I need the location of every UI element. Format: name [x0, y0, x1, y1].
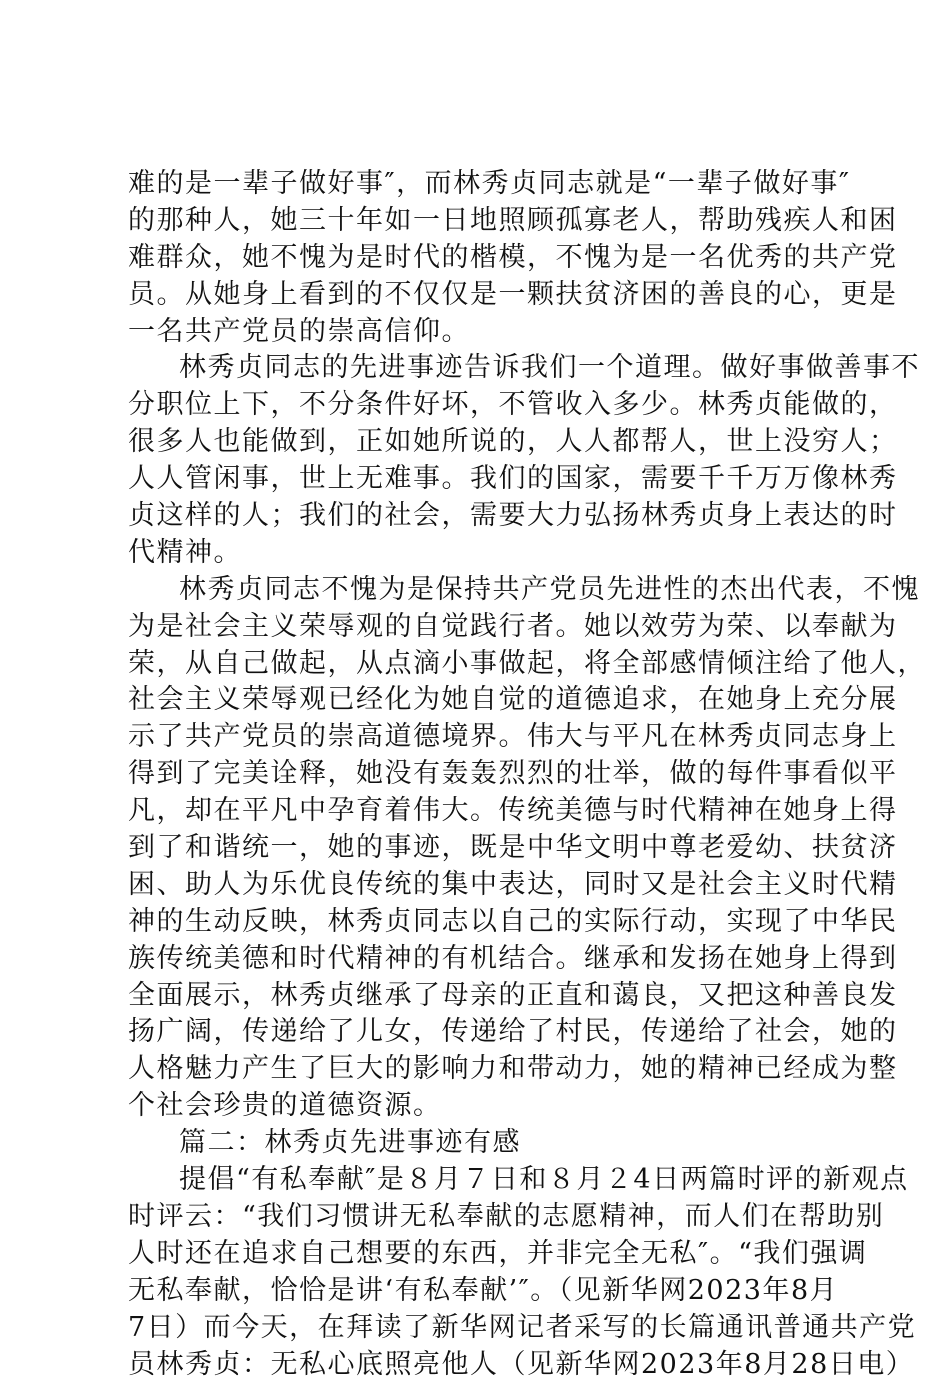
text-line: 员。从她身上看到的不仅仅是一颗扶贫济困的善良的心，更是: [128, 277, 828, 314]
text-line: 人人管闲事，世上无难事。我们的国家，需要千千万万像林秀: [128, 461, 828, 498]
body-text: [128, 166, 828, 1383]
text-line: 扬广阔，传递给了儿女，传递给了村民，传递给了社会，她的: [128, 1014, 828, 1051]
paragraph-first-line: 提倡“有私奉献″是８月７日和８月２4日两篇时评的新观点: [128, 1162, 828, 1199]
text-line: 难的是一辈子做好事″，而林秀贞同志就是“一辈子做好事″: [128, 166, 828, 203]
text-line: 7日）而今天，在拜读了新华网记者采写的长篇通讯普通共产党: [128, 1310, 828, 1347]
text-line: 全面展示，林秀贞继承了母亲的正直和蔼良，又把这种善良发: [128, 978, 828, 1015]
paragraph-end-line: 代精神。: [128, 535, 828, 572]
text-line: 族传统美德和时代精神的有机结合。继承和发扬在她身上得到: [128, 941, 828, 978]
text-line: 凡，却在平凡中孕育着伟大。传统美德与时代精神在她身上得: [128, 793, 828, 830]
text-line: 分职位上下，不分条件好坏，不管收入多少。林秀贞能做的，: [128, 387, 828, 424]
section-heading: 篇二：林秀贞先进事迹有感: [128, 1125, 828, 1162]
text-line: 示了共产党员的崇高道德境界。伟大与平凡在林秀贞同志身上: [128, 719, 828, 756]
text-line: 的那种人，她三十年如一日地照顾孤寡老人，帮助残疾人和困: [128, 203, 828, 240]
text-line: 贞这样的人；我们的社会，需要大力弘扬林秀贞身上表达的时: [128, 498, 828, 535]
text-line: 人时还在追求自己想要的东西，并非完全无私″。“我们强调: [128, 1236, 828, 1273]
paragraph-first-line: 林秀贞同志的先进事迹告诉我们一个道理。做好事做善事不: [128, 350, 828, 387]
text-line: 为是社会主义荣辱观的自觉践行者。她以效劳为荣、以奉献为: [128, 609, 828, 646]
text-line: 神的生动反映，林秀贞同志以自己的实际行动，实现了中华民: [128, 904, 828, 941]
paragraph-first-line: 林秀贞同志不愧为是保持共产党员先进性的杰出代表，不愧: [128, 572, 828, 609]
text-line: 员林秀贞：无私心底照亮他人（见新华网2023年8月28日电）: [128, 1347, 828, 1383]
text-line: 到了和谐统一，她的事迹，既是中华文明中尊老爱幼、扶贫济: [128, 830, 828, 867]
paragraph-end-line: 个社会珍贵的道德资源。: [128, 1088, 828, 1125]
paragraph-end-line: 一名共产党员的崇高信仰。: [128, 314, 828, 351]
text-line: 社会主义荣辱观已经化为她自觉的道德追求，在她身上充分展: [128, 682, 828, 719]
text-line: 很多人也能做到，正如她所说的，人人都帮人，世上没穷人；: [128, 424, 828, 461]
text-line: 得到了完美诠释，她没有轰轰烈烈的壮举，做的每件事看似平: [128, 756, 828, 793]
text-line: 时评云：“我们习惯讲无私奉献的志愿精神，而人们在帮助别: [128, 1199, 828, 1236]
text-line: 人格魅力产生了巨大的影响力和带动力，她的精神已经成为整: [128, 1051, 828, 1088]
text-line: 无私奉献，恰恰是讲‘有私奉献’″。（见新华网2023年8月: [128, 1273, 828, 1310]
text-line: 难群众，她不愧为是时代的楷模，不愧为是一名优秀的共产党: [128, 240, 828, 277]
text-line: 荣，从自己做起，从点滴小事做起，将全部感情倾注给了他人，: [128, 646, 828, 683]
text-line: 困、助人为乐优良传统的集中表达，同时又是社会主义时代精: [128, 867, 828, 904]
